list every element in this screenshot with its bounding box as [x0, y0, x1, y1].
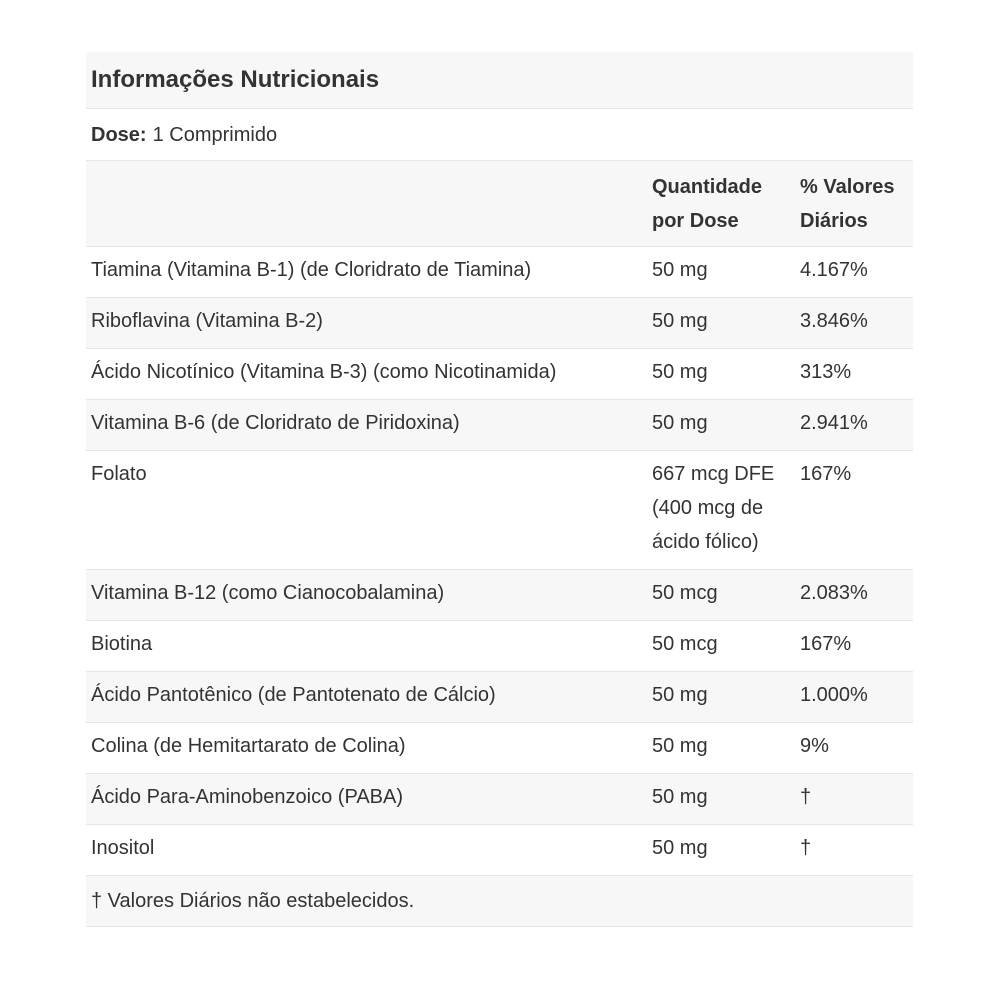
nutrient-quantity: 50 mg	[652, 412, 708, 434]
nutrient-quantity: 50 mg	[652, 259, 708, 281]
table-row	[86, 621, 913, 672]
header-name	[86, 170, 646, 246]
nutrient-quantity: 50 mg	[652, 684, 708, 706]
dose-value: 1 Comprimido	[152, 123, 278, 146]
table-row	[86, 570, 913, 621]
nutrient-daily-value: 2.083%	[800, 582, 868, 604]
nutrient-quantity: 50 mcg	[652, 582, 718, 604]
table-row	[86, 723, 913, 774]
nutrient-name: Tiamina (Vitamina B-1) (de Cloridrato de Tiamina)	[91, 259, 532, 281]
nutrient-daily-value: 167%	[800, 633, 852, 655]
nutrient-daily-value: 313%	[800, 361, 852, 383]
table-header-row	[86, 161, 913, 247]
header-quantity: Quantidade por Dose	[652, 176, 763, 232]
table-row	[86, 825, 913, 876]
table-row	[86, 451, 913, 570]
table-row	[86, 400, 913, 451]
nutrient-name: Vitamina B-6 (de Cloridrato de Piridoxina)	[91, 412, 460, 434]
nutrient-daily-value: 1.000%	[800, 684, 868, 706]
nutrition-facts-panel	[86, 52, 913, 927]
nutrient-name: Colina (de Hemitartarato de Colina)	[91, 735, 406, 757]
nutrient-quantity: 50 mg	[652, 786, 708, 808]
nutrient-daily-value: 2.941%	[800, 412, 868, 434]
nutrient-quantity: 50 mcg	[652, 633, 718, 655]
nutrient-name: Vitamina B-12 (como Cianocobalamina)	[91, 582, 445, 604]
nutrient-daily-value: 3.846%	[800, 310, 868, 332]
nutrient-daily-value: 9%	[800, 735, 829, 757]
nutrient-name: Ácido Nicotínico (Vitamina B-3) (como Nicotinamida)	[91, 361, 557, 383]
footnote: † Valores Diários não estabelecidos.	[86, 876, 913, 927]
nutrient-name: Inositol	[91, 837, 155, 859]
nutrient-quantity: 667 mcg DFE (400 mcg de ácido fólico)	[652, 463, 775, 553]
dose-row	[86, 109, 913, 161]
nutrient-quantity: 50 mg	[652, 361, 708, 383]
table-row	[86, 247, 913, 298]
table-row	[86, 774, 913, 825]
table-row	[86, 672, 913, 723]
nutrient-quantity: 50 mg	[652, 310, 708, 332]
nutrient-name: Riboflavina (Vitamina B-2)	[91, 310, 323, 332]
nutrient-name: Folato	[91, 463, 147, 485]
nutrient-daily-value: †	[800, 837, 812, 859]
nutrient-daily-value: 167%	[800, 463, 852, 485]
nutrient-quantity: 50 mg	[652, 837, 708, 859]
panel-title: Informações Nutricionais	[86, 52, 913, 109]
nutrient-name: Ácido Pantotênico (de Pantotenato de Cálcio)	[91, 684, 496, 706]
nutrient-daily-value: †	[800, 786, 812, 808]
nutrient-daily-value: 4.167%	[800, 259, 868, 281]
nutrient-quantity: 50 mg	[652, 735, 708, 757]
dose-label: Dose:	[91, 123, 147, 146]
header-daily-value: % Valores Diários	[800, 176, 895, 232]
nutrient-name: Ácido Para-Aminobenzoico (PABA)	[91, 786, 403, 808]
table-row	[86, 349, 913, 400]
nutrient-name: Biotina	[91, 633, 153, 655]
table-row	[86, 298, 913, 349]
